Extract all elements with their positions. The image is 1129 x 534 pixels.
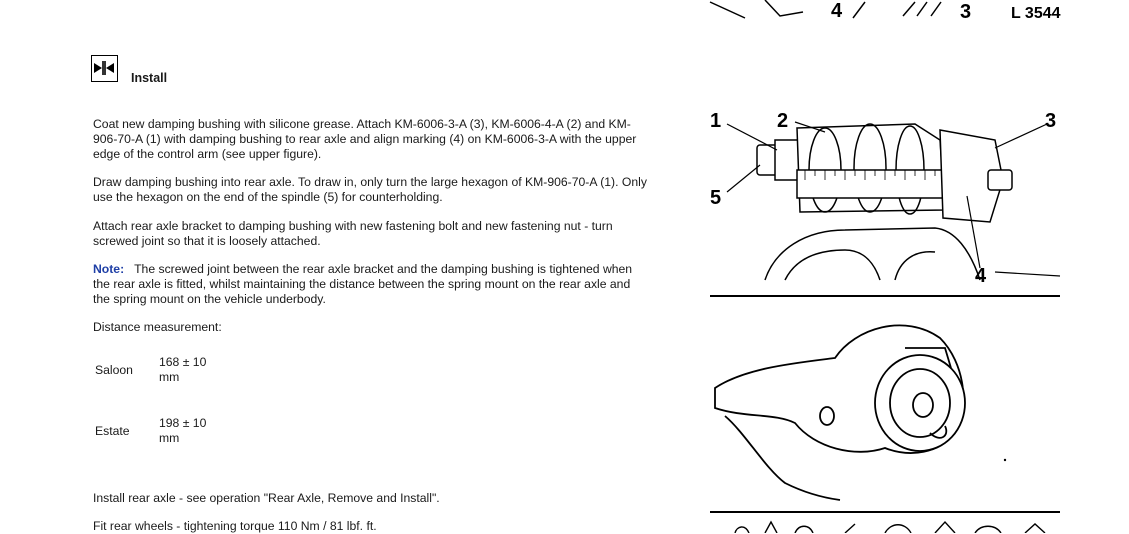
distance-unit: mm — [159, 370, 180, 384]
paragraph-install-axle: Install rear axle - see operation "Rear Axle, Remove and Install". — [93, 491, 440, 505]
text-line: Attach rear axle bracket to damping bushing with new fastening bolt and new fastening nut - turn — [93, 219, 613, 233]
label-5: 5 — [710, 187, 722, 209]
label-3: 3 — [1045, 110, 1057, 132]
distance-label: Saloon — [95, 362, 133, 377]
label-4-top: 4 — [831, 0, 843, 22]
paragraph-draw-bushing — [93, 175, 647, 205]
text-line: screwed joint so that it is loosely attached. — [93, 234, 321, 248]
text-line: the spring mount on the vehicle underbody. — [93, 292, 326, 306]
text-line: use the hexagon on the end of the spindle (5) for counterholding. — [93, 190, 443, 204]
text-line: the rear axle is fitted, whilst maintaining the distance between the spring mount on the rear axle and — [93, 277, 631, 291]
paragraph-fit-wheels: Fit rear wheels - tightening torque 110 Nm / 81 lbf. ft. — [93, 519, 377, 533]
distance-row-saloon — [95, 355, 206, 385]
distance-label: Estate — [95, 423, 130, 438]
text-line: Draw damping bushing into rear axle. To draw in, only turn the large hexagon of KM-906-70-A (1). Only — [93, 175, 647, 189]
label-2: 2 — [777, 110, 789, 132]
press-in-icon — [91, 55, 118, 82]
text-line: edge of the control arm (see upper figure). — [93, 147, 322, 161]
note-block — [93, 262, 632, 307]
label-4: 4 — [975, 265, 987, 287]
lower-bracket-figure — [705, 308, 1065, 513]
text-line: The screwed joint between the rear axle bracket and the damping bushing is tightened when — [134, 262, 633, 276]
distance-value: 198 ± 10 — [159, 416, 207, 430]
distance-heading: Distance measurement: — [93, 320, 222, 334]
top-figure-partial — [705, 0, 1070, 26]
paragraph-attach-tools — [93, 117, 636, 162]
text-line: Coat new damping bushing with silicone grease. Attach KM-6006-3-A (3), KM-6006-4-A (2) and KM- — [93, 117, 631, 131]
text-line: 906-70-A (1) with damping bushing to rear axle and align marking (4) on KM-6006-3-A with the upper — [93, 132, 637, 146]
label-1: 1 — [710, 110, 722, 132]
upper-tool-figure — [705, 100, 1065, 300]
paragraph-attach-bracket — [93, 219, 613, 249]
distance-value: 168 ± 10 — [159, 355, 207, 369]
figure-code: L 3544 — [1011, 5, 1061, 22]
distance-unit: mm — [159, 431, 180, 445]
bottom-figure-partial — [705, 516, 1065, 533]
note-label: Note: — [93, 262, 125, 276]
label-3-top: 3 — [960, 1, 972, 23]
distance-row-estate — [95, 416, 206, 446]
install-heading: Install — [131, 71, 168, 85]
